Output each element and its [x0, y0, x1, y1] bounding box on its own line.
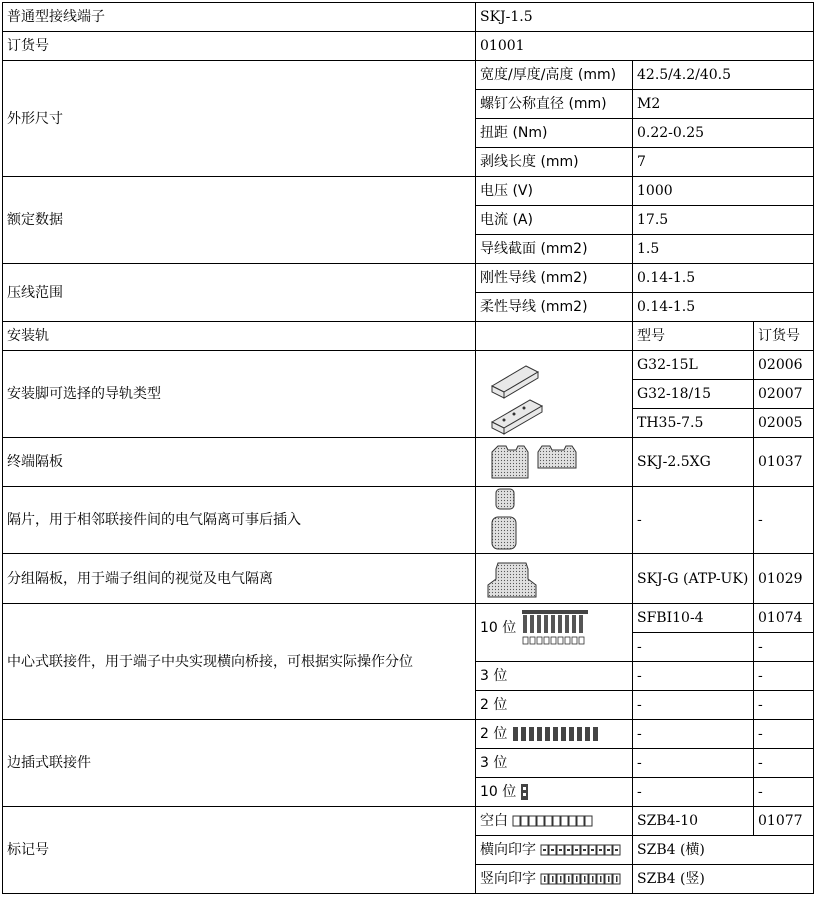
- marker-strip-v-icon: [540, 872, 622, 886]
- rated-name: 电压 (V): [476, 177, 633, 206]
- center-bridge-pos: 3 位: [476, 662, 633, 691]
- table-row: [3, 61, 814, 90]
- dim-value: M2: [633, 90, 814, 119]
- table-row: [3, 322, 814, 351]
- side-bridge-pos: 10 位: [480, 784, 517, 800]
- group-plate-label: 分组隔板，用于端子组间的视觉及电气隔离: [3, 554, 476, 604]
- side-bridge-model: -: [633, 778, 754, 807]
- marker-order: 01077: [754, 807, 814, 836]
- spacer-order: -: [754, 487, 814, 554]
- center-bridge-icon: [520, 608, 592, 648]
- marker-type-cell: [476, 865, 633, 894]
- center-bridge-model: SFBI10-4: [633, 604, 754, 633]
- rated-name: 导线截面 (mm2): [476, 235, 633, 264]
- center-bridge-model: -: [633, 633, 754, 662]
- table-row: [3, 351, 814, 380]
- center-bridge-pos: 10 位: [480, 620, 517, 636]
- rated-name: 电流 (A): [476, 206, 633, 235]
- rail-model: TH35-7.5: [633, 409, 754, 438]
- group-plate-icon: [476, 554, 633, 604]
- side-bridge-order: -: [754, 778, 814, 807]
- crimp-name: 柔性导线 (mm2): [476, 293, 633, 322]
- rail-model: G32-15L: [633, 351, 754, 380]
- product-title: 普通型接线端子: [3, 3, 476, 32]
- col-order-header: 订货号: [754, 322, 814, 351]
- marker-type: 空白: [480, 813, 508, 829]
- accessories-header: 安装轨: [3, 322, 476, 351]
- center-bridge-label: 中心式联接件，用于端子中央实现横向桥接，可根据实际操作分位: [3, 604, 476, 720]
- marker-type-cell: [476, 836, 633, 865]
- table-row: [3, 720, 814, 749]
- rated-label: 额定数据: [3, 177, 476, 264]
- rail-order: 02007: [754, 380, 814, 409]
- side-bridge-pos-cell: [476, 720, 633, 749]
- marker-type-cell: [476, 807, 633, 836]
- dim-name: 扭距 (Nm): [476, 119, 633, 148]
- table-row: [3, 487, 814, 554]
- crimp-value: 0.14-1.5: [633, 264, 814, 293]
- side-bridge-10-icon: [520, 783, 530, 801]
- marker-model: SZB4 (竖): [633, 865, 814, 894]
- spacer-label: 隔片，用于相邻联接件间的电气隔离可事后插入: [3, 487, 476, 554]
- rail-label: 安装脚可选择的导轨类型: [3, 351, 476, 438]
- crimp-name: 刚性导线 (mm2): [476, 264, 633, 293]
- center-bridge-pos: 2 位: [476, 691, 633, 720]
- crimp-label: 压线范围: [3, 264, 476, 322]
- center-bridge-order: -: [754, 691, 814, 720]
- center-bridge-order: -: [754, 662, 814, 691]
- group-plate-order: 01029: [754, 554, 814, 604]
- table-row: [3, 32, 814, 61]
- spacer-icon: [476, 487, 633, 554]
- side-bridge-pos: 2 位: [480, 726, 508, 742]
- table-row: [3, 604, 814, 633]
- center-bridge-model: -: [633, 662, 754, 691]
- dim-name: 宽度/厚度/高度 (mm): [476, 61, 633, 90]
- dim-value: 7: [633, 148, 814, 177]
- table-row: [3, 807, 814, 836]
- marker-label: 标记号: [3, 807, 476, 894]
- dim-value: 0.22-0.25: [633, 119, 814, 148]
- table-row: [3, 438, 814, 487]
- end-plate-order: 01037: [754, 438, 814, 487]
- din-rail-icon: [476, 351, 633, 438]
- col-model-header: 型号: [633, 322, 754, 351]
- dim-value: 42.5/4.2/40.5: [633, 61, 814, 90]
- marker-strip-h-icon: [540, 843, 622, 857]
- marker-type: 横向印字: [480, 842, 536, 858]
- end-plate-icon: [476, 438, 633, 487]
- spec-table: [2, 2, 814, 894]
- order-no-label: 订货号: [3, 32, 476, 61]
- marker-model: SZB4 (横): [633, 836, 814, 865]
- center-bridge-order: -: [754, 633, 814, 662]
- center-bridge-order: 01074: [754, 604, 814, 633]
- center-bridge-model: -: [633, 691, 754, 720]
- side-bridge-label: 边插式联接件: [3, 720, 476, 807]
- table-row: [3, 264, 814, 293]
- side-bridge-pos-cell: [476, 778, 633, 807]
- end-plate-model: SKJ-2.5XG: [633, 438, 754, 487]
- rail-model: G32-18/15: [633, 380, 754, 409]
- end-plate-label: 终端隔板: [3, 438, 476, 487]
- product-model: SKJ-1.5: [476, 3, 814, 32]
- side-bridge-pos: 3 位: [476, 749, 633, 778]
- table-row: [3, 3, 814, 32]
- table-row: [3, 177, 814, 206]
- rail-order: 02005: [754, 409, 814, 438]
- spacer-model: -: [633, 487, 754, 554]
- rail-order: 02006: [754, 351, 814, 380]
- rated-value: 1.5: [633, 235, 814, 264]
- side-bridge-model: -: [633, 749, 754, 778]
- marker-type: 竖向印字: [480, 871, 536, 887]
- rated-value: 17.5: [633, 206, 814, 235]
- group-plate-model: SKJ-G (ATP-UK): [633, 554, 754, 604]
- side-bridge-order: -: [754, 720, 814, 749]
- side-bridge-model: -: [633, 720, 754, 749]
- dim-name: 剥线长度 (mm): [476, 148, 633, 177]
- table-row: [3, 554, 814, 604]
- marker-model: SZB4-10: [633, 807, 754, 836]
- order-no-value: 01001: [476, 32, 814, 61]
- side-bridge-icon: [511, 725, 601, 743]
- crimp-value: 0.14-1.5: [633, 293, 814, 322]
- dim-name: 螺钉公称直径 (mm): [476, 90, 633, 119]
- center-bridge-image: [476, 604, 633, 662]
- rated-value: 1000: [633, 177, 814, 206]
- dimensions-label: 外形尺寸: [3, 61, 476, 177]
- marker-strip-icon: [512, 814, 594, 828]
- side-bridge-order: -: [754, 749, 814, 778]
